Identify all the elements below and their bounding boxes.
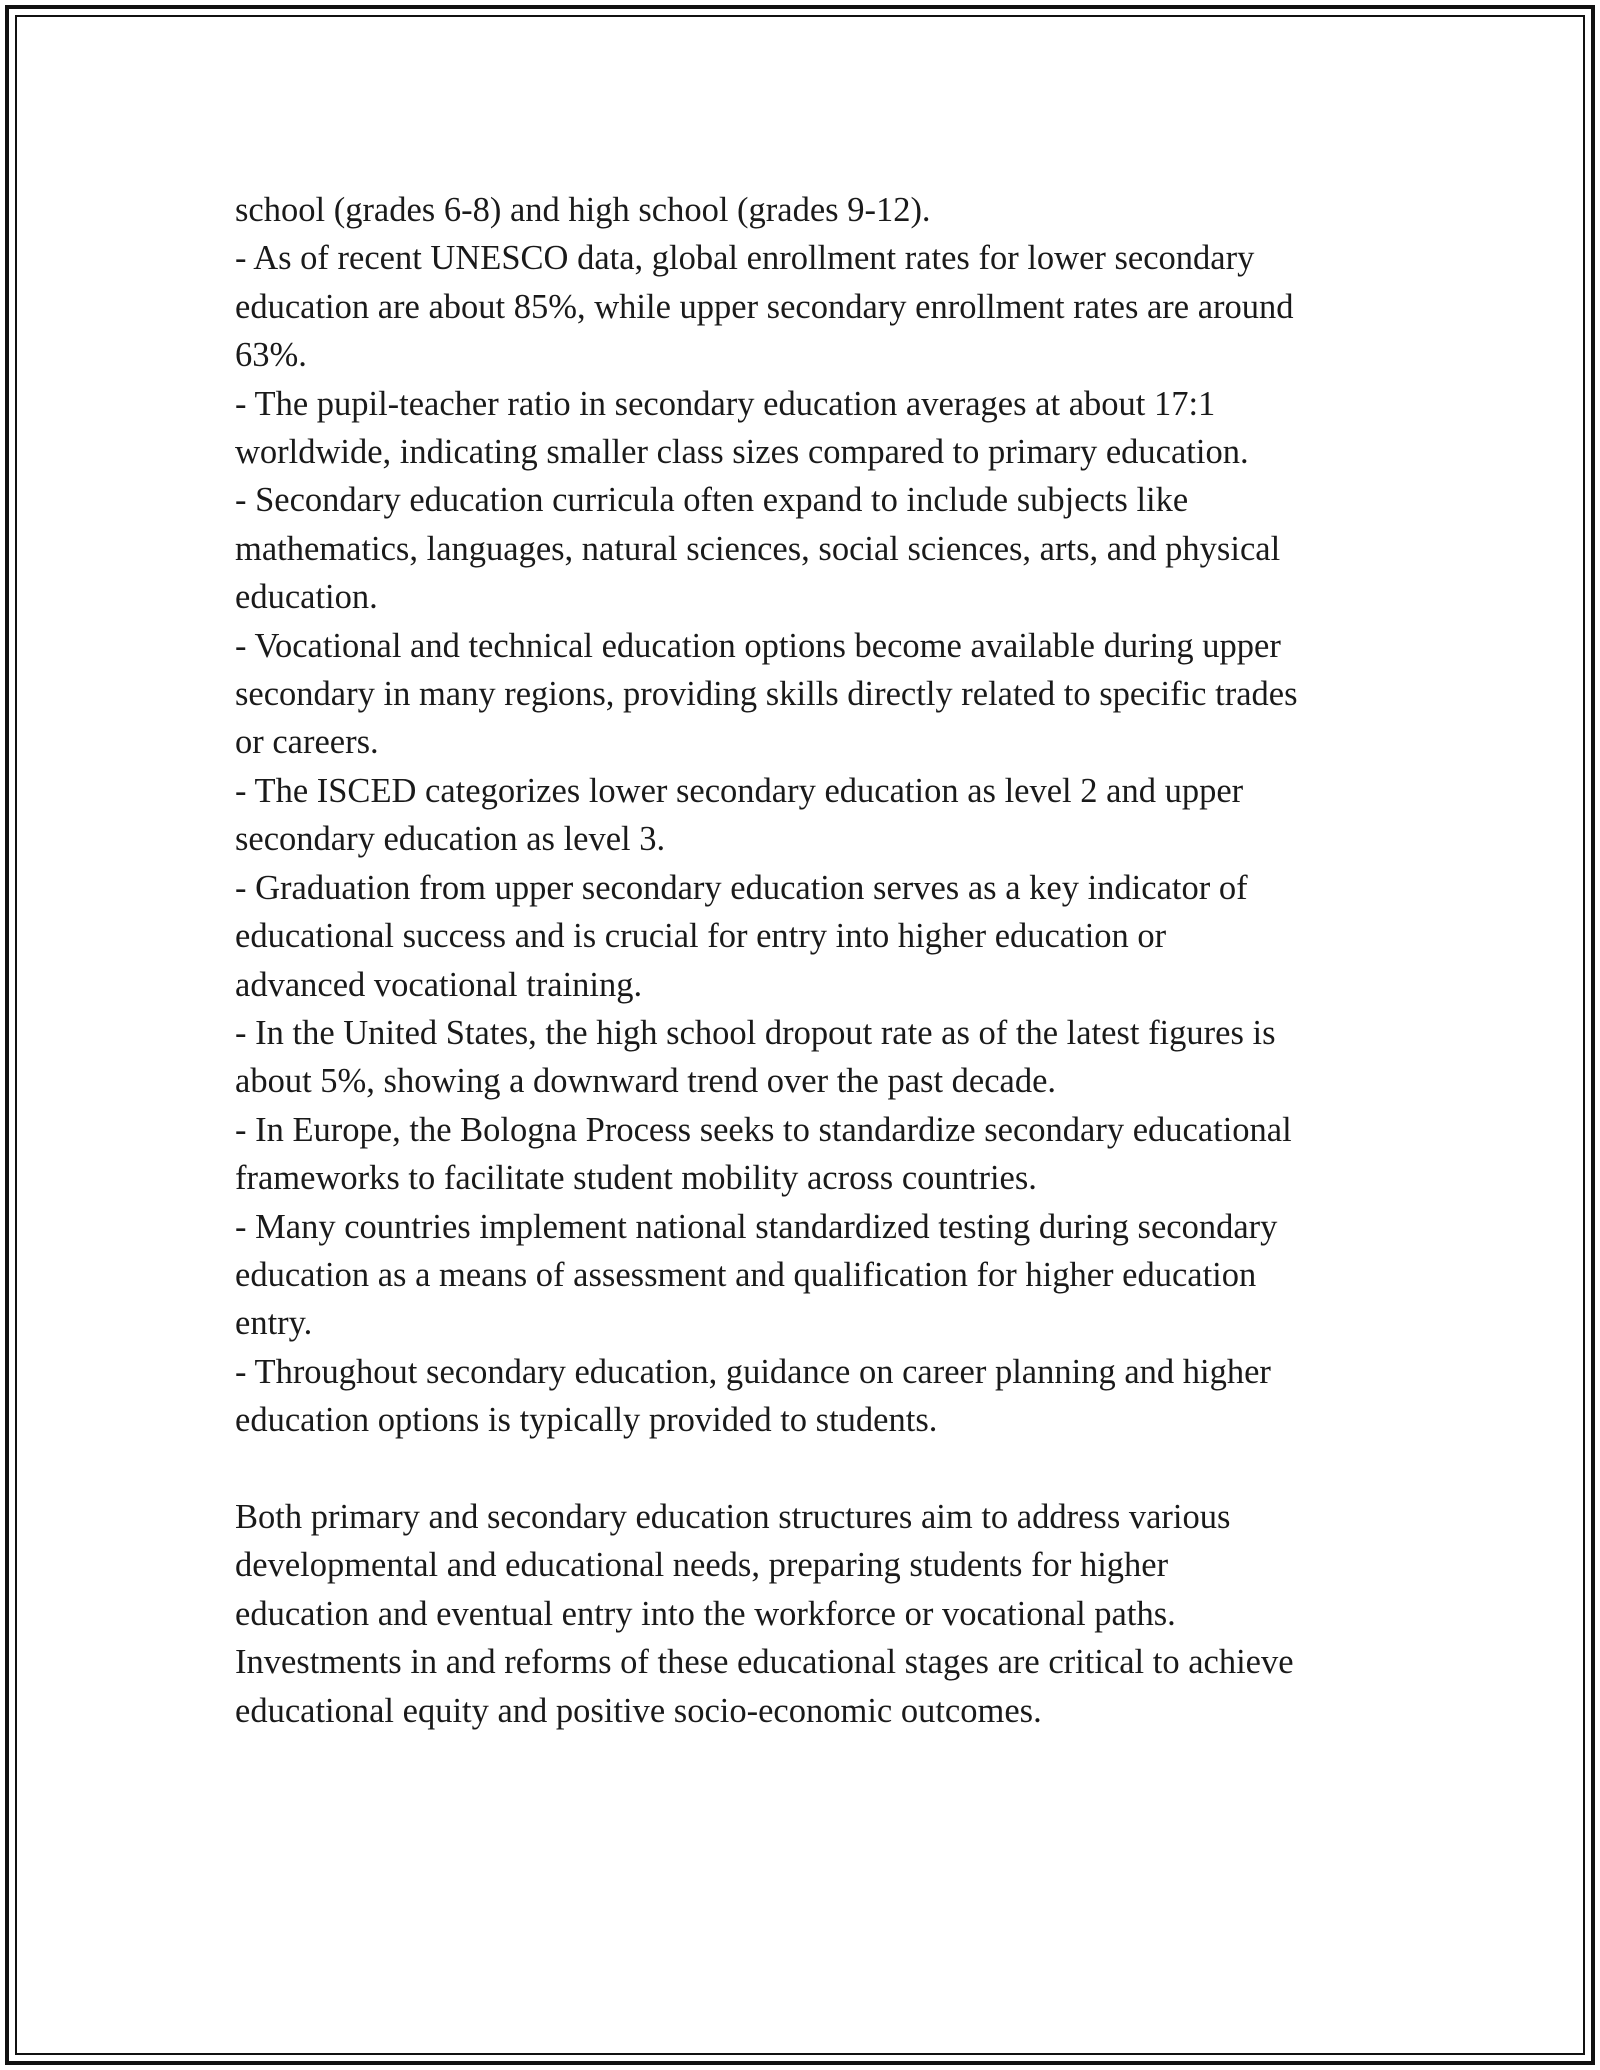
text-line: advanced vocational training. bbox=[235, 965, 643, 1004]
paragraph-gap bbox=[235, 1445, 1385, 1493]
closing-line: educational equity and positive socio-economic outcomes. bbox=[235, 1691, 1042, 1730]
document-body bbox=[235, 186, 1385, 1735]
text-line: - In Europe, the Bologna Process seeks to standardize secondary educational bbox=[235, 1110, 1292, 1149]
text-line: - Secondary education curricula often expand to include subjects like bbox=[235, 481, 1189, 520]
text-line: educational success and is crucial for entry into higher education or bbox=[235, 917, 1167, 956]
closing-line: developmental and educational needs, preparing students for higher bbox=[235, 1546, 1169, 1585]
closing-line: Investments in and reforms of these educational stages are critical to achieve bbox=[235, 1643, 1294, 1682]
text-line: or careers. bbox=[235, 723, 379, 762]
text-line: - Many countries implement national standardized testing during secondary bbox=[235, 1207, 1278, 1246]
text-line: - As of recent UNESCO data, global enrollment rates for lower secondary bbox=[235, 239, 1255, 278]
text-line: frameworks to facilitate student mobility across countries. bbox=[235, 1159, 1037, 1198]
text-line: entry. bbox=[235, 1304, 313, 1343]
text-line: - Vocational and technical education options become available during upper bbox=[235, 626, 1281, 665]
text-line: education are about 85%, while upper secondary enrollment rates are around bbox=[235, 287, 1294, 326]
text-line: education. bbox=[235, 578, 378, 617]
text-line: secondary in many regions, providing skills directly related to specific trades bbox=[235, 675, 1298, 714]
text-line: school (grades 6-8) and high school (grades 9-12). bbox=[235, 191, 931, 229]
text-line: secondary education as level 3. bbox=[235, 820, 666, 859]
text-line: education as a means of assessment and qualification for higher education bbox=[235, 1255, 1257, 1294]
text-line: about 5%, showing a downward trend over the past decade. bbox=[235, 1062, 1057, 1101]
closing-line: education and eventual entry into the workforce or vocational paths. bbox=[235, 1594, 1176, 1633]
text-line: worldwide, indicating smaller class sizes compared to primary education. bbox=[235, 433, 1249, 472]
text-line: education options is typically provided to students. bbox=[235, 1401, 938, 1440]
text-line: mathematics, languages, natural sciences, social sciences, arts, and physical bbox=[235, 529, 1281, 568]
text-line: - The pupil-teacher ratio in secondary education averages at about 17:1 bbox=[235, 384, 1216, 423]
text-line: 63%. bbox=[235, 336, 307, 375]
text-line: - In the United States, the high school dropout rate as of the latest figures is bbox=[235, 1013, 1276, 1052]
text-line: - Graduation from upper secondary education serves as a key indicator of bbox=[235, 868, 1248, 907]
closing-line: Both primary and secondary education structures aim to address various bbox=[235, 1497, 1231, 1536]
text-line: - The ISCED categorizes lower secondary education as level 2 and upper bbox=[235, 771, 1244, 810]
text-line: - Throughout secondary education, guidance on career planning and higher bbox=[235, 1352, 1271, 1391]
